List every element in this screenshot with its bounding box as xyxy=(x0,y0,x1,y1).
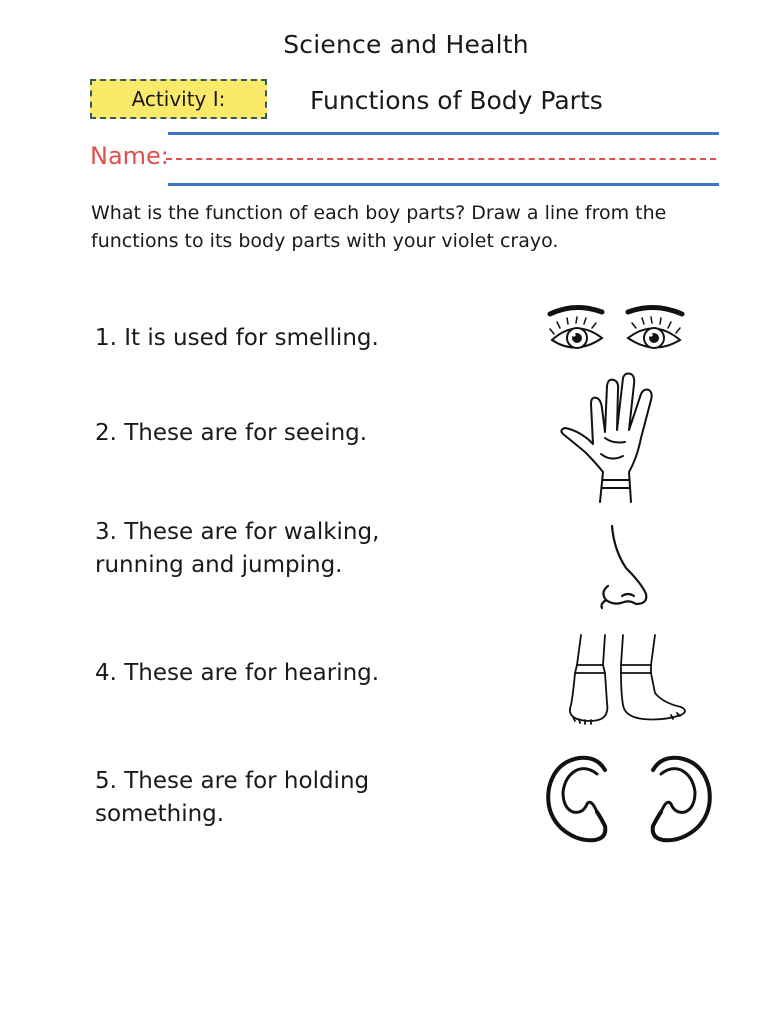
item-3-text-line2: running and jumping. xyxy=(95,552,343,578)
item-1-text: 1. It is used for smelling. xyxy=(95,325,379,351)
item-5-text-line2: something. xyxy=(95,801,225,827)
name-writing-line[interactable] xyxy=(166,158,716,160)
activity-label: Activity I: xyxy=(131,87,226,111)
eyes-icon xyxy=(540,300,690,362)
ears-icon xyxy=(543,752,715,846)
hand-icon xyxy=(555,368,675,508)
activity-badge xyxy=(90,79,267,119)
item-4 xyxy=(95,657,379,690)
item-2-text: 2. These are for seeing. xyxy=(95,420,368,446)
top-rule xyxy=(168,132,719,135)
item-5-text-line1: 5. These are for holding xyxy=(95,768,370,794)
item-3-text-line1: 3. These are for walking, xyxy=(95,519,380,545)
item-1 xyxy=(95,322,379,355)
page-title: Science and Health xyxy=(283,30,529,59)
instructions-text: What is the function of each boy parts? Draw a line from the functions to its body parts with your violet crayo. xyxy=(91,202,667,252)
feet-icon xyxy=(563,633,698,728)
bottom-rule xyxy=(168,183,719,186)
nose-icon xyxy=(590,520,660,610)
item-4-text: 4. These are for hearing. xyxy=(95,660,380,686)
item-2 xyxy=(95,417,367,450)
activity-subtitle: Functions of Body Parts xyxy=(310,86,603,115)
item-3 xyxy=(95,516,379,582)
item-5 xyxy=(95,765,369,831)
name-label: Name: xyxy=(90,142,169,170)
